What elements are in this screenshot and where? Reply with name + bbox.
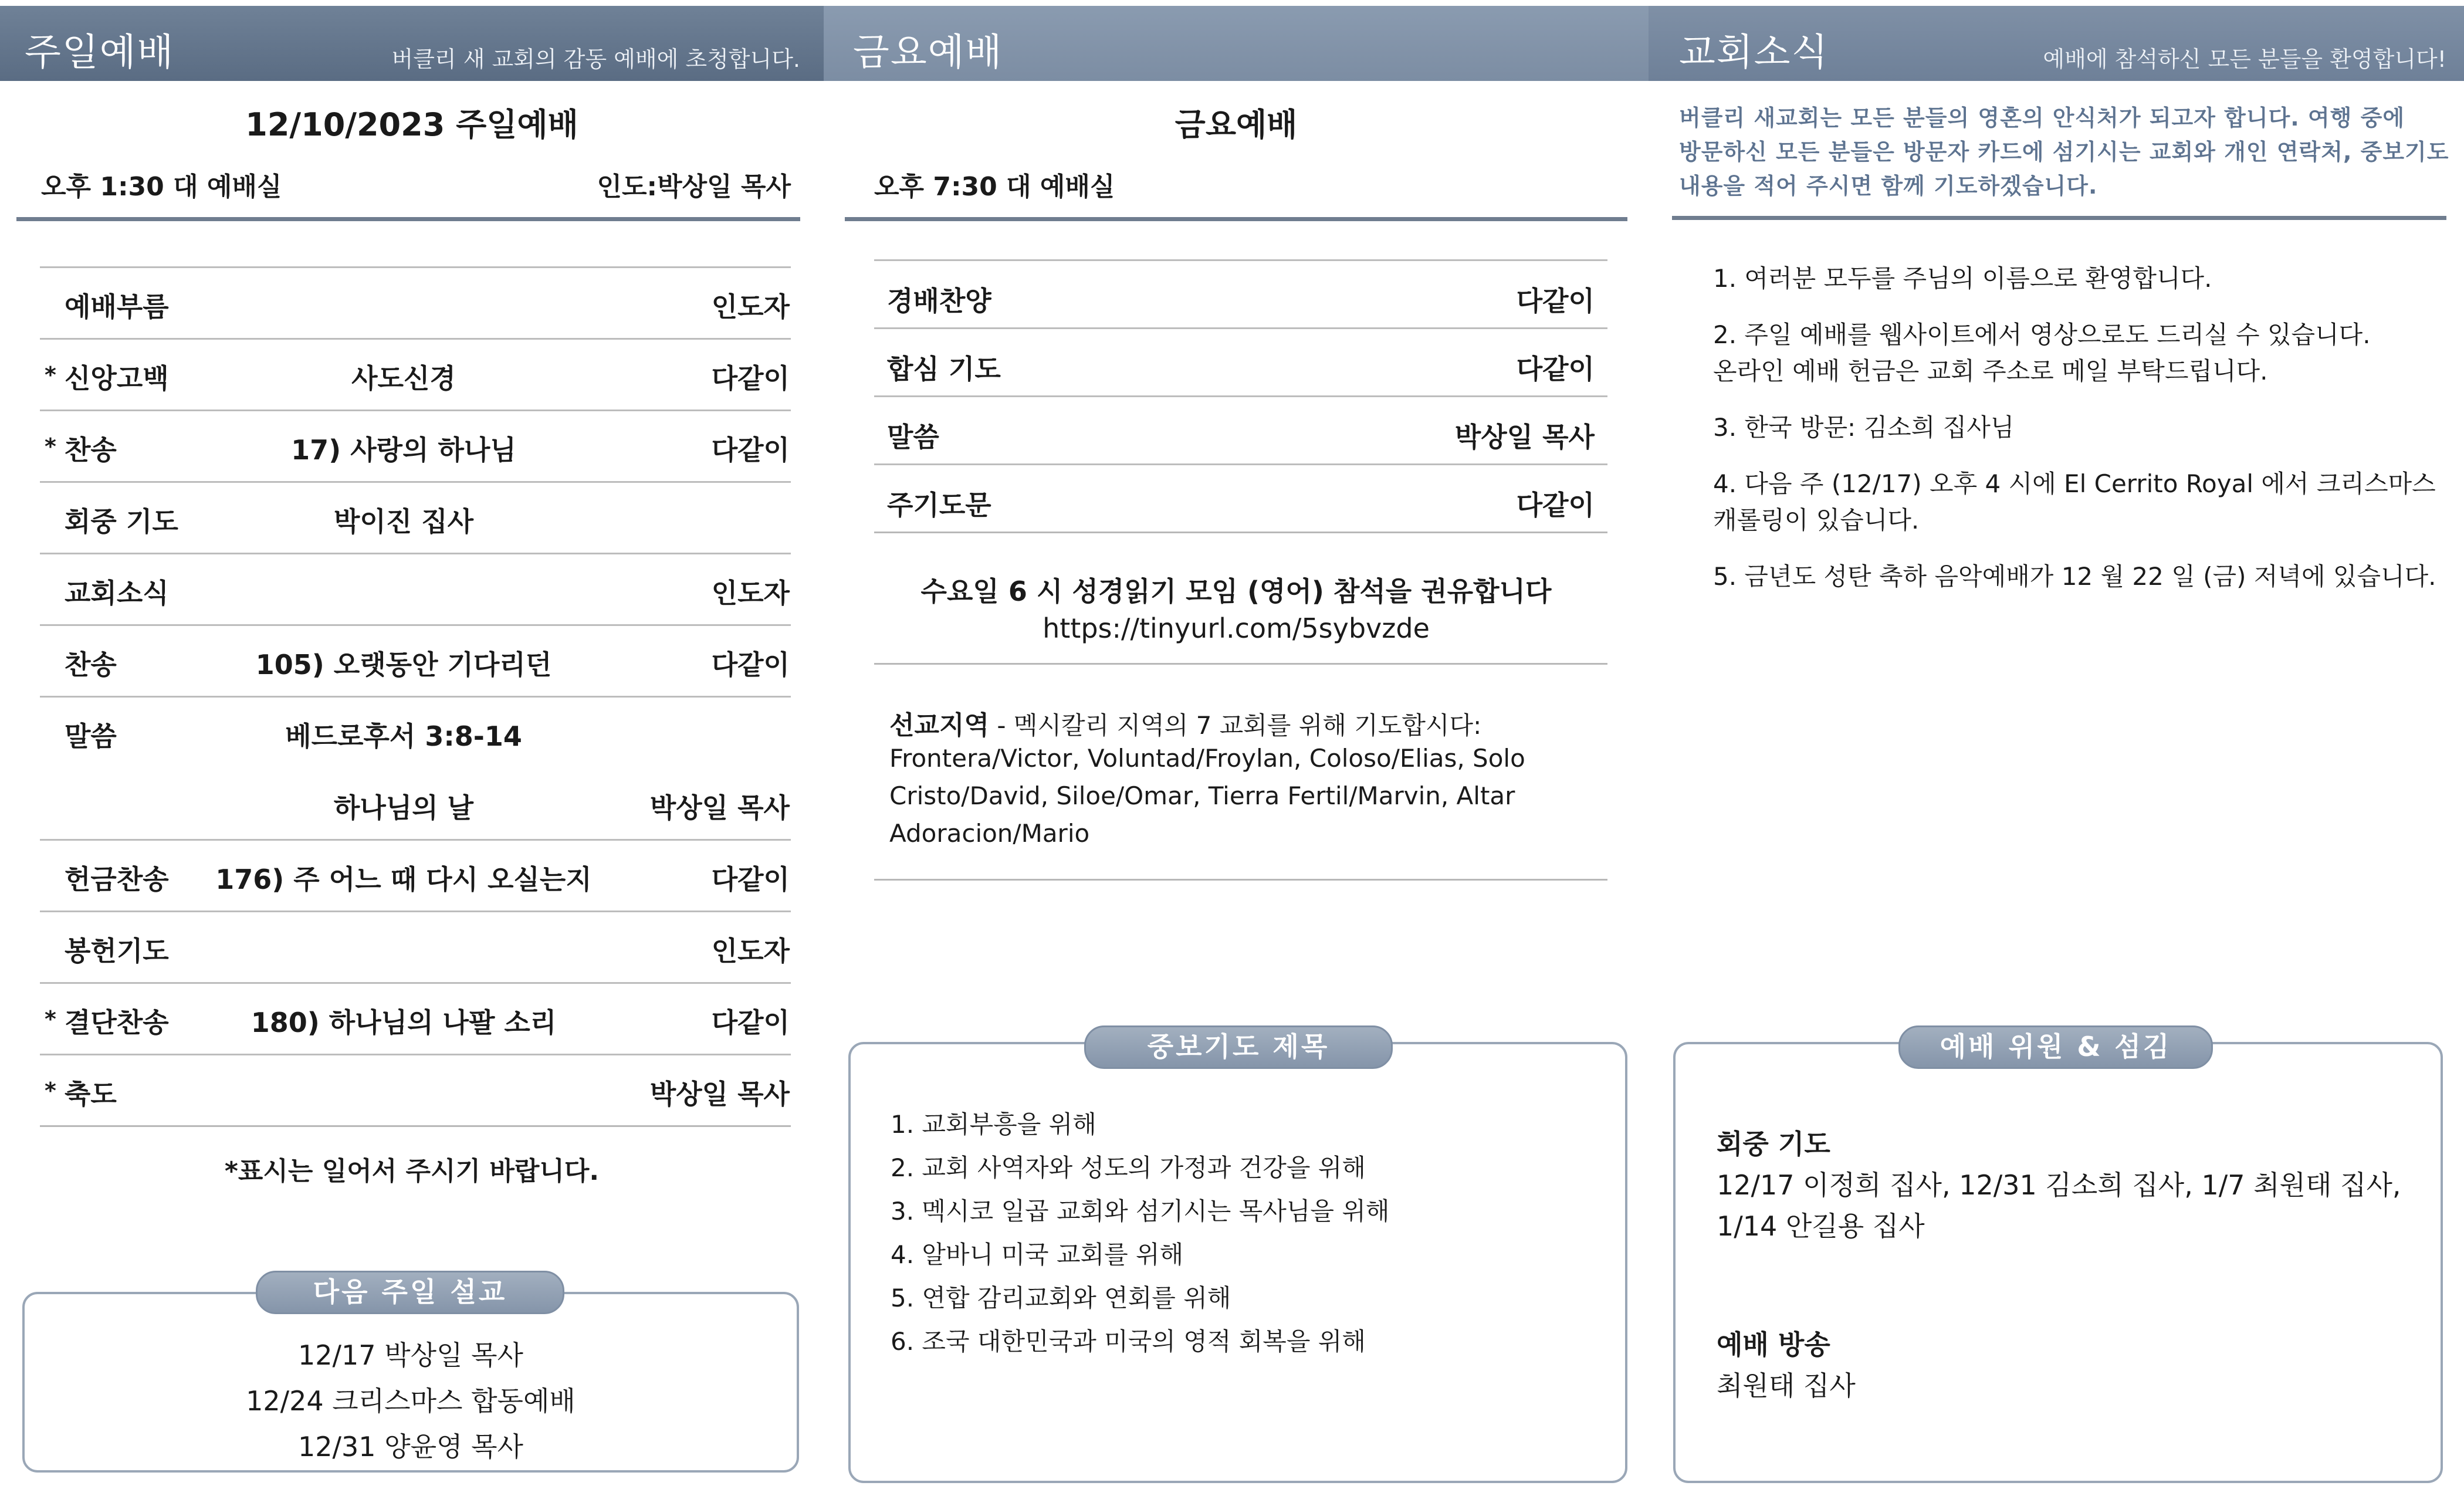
table-row [40,982,791,1055]
order-item: 헌금찬송 [65,864,169,895]
news-item: 4. 다음 주 (12/17) 오후 4 시에 El Cerrito Royal 에서 크리스마스 [1713,469,2436,498]
sunday-header-subtitle: 버클리 새 교회의 감동 예배에 초청합니다. [391,46,800,72]
news-item: 3. 한국 방문: 김소희 집사님 [1713,413,2015,442]
standing-note: *표시는 일어서 주시기 바랍니다. [224,1156,600,1186]
sunday-column [0,6,824,1496]
standing-mark: * [45,1006,56,1032]
order-item: 축도 [65,1078,117,1110]
section-rule [874,663,1607,665]
order-item: 경배찬양 [887,285,991,317]
news-header [1649,6,2464,81]
table-row [40,839,791,912]
order-leader: 인도자 [711,935,790,967]
friday-header [824,6,1649,81]
order-item: 예배부름 [65,291,169,323]
news-divider [1672,216,2446,220]
order-item: 찬송 [65,649,117,681]
table-row [40,409,791,483]
sermon-title: 하나님의 날 [333,792,474,824]
order-detail: 베드로후서 3:8-14 [285,720,522,752]
order-detail: 176) 주 어느 때 다시 오실는지 [215,864,592,895]
order-detail: 180) 하나님의 나팔 소리 [251,1007,557,1038]
order-leader: 다같이 [711,1007,790,1038]
section-rule [874,879,1607,881]
order-leader: 다같이 [711,864,790,895]
table-row [40,911,791,984]
table-row [40,696,791,841]
order-leader: 인도자 [711,577,790,609]
mission-text: - 멕시칼리 지역의 7 교회를 위해 기도합시다: [989,711,1482,740]
order-item: 신앙고백 [65,363,169,394]
staff-title: 예배 위원 & 섬김 [1898,1025,2213,1069]
next-sermon-line: 12/31 양윤영 목사 [298,1431,523,1463]
news-item: 캐롤링이 있습니다. [1713,506,1920,534]
mission-first-line [889,704,1481,742]
standing-mark: * [45,1078,56,1104]
sunday-time-place: 오후 1:30 대 예배실 [41,172,282,202]
order-leader: 다같이 [711,649,790,681]
friday-divider [845,217,1627,221]
order-leader: 박상일 목사 [649,1078,790,1110]
order-leader: 다같이 [711,363,790,394]
welcome-intro-line: 버클리 새교회는 모든 분들의 영혼의 안식처가 되고자 합니다. 여행 중에 [1679,105,2405,131]
table-row [874,327,1607,397]
mission-line: Cristo/David, Siloe/Omar, Tierra Fertil/Marvin, Altar [889,781,1515,810]
friday-header-title: 금요예배 [853,31,1003,75]
mission-label: 선교지역 [889,710,990,740]
order-item: 합심 기도 [887,353,1001,385]
prayer-item: 5. 연합 감리교회와 연회를 위해 [891,1284,1231,1312]
order-leader: 다같이 [1516,353,1595,385]
sunday-header [0,6,824,81]
sunday-leader: 인도:박상일 목사 [597,172,791,202]
prayer-title: 중보기도 제목 [1084,1025,1393,1069]
sunday-title: 12/10/2023 주일예배 [245,106,578,143]
prayer-box [848,1042,1627,1483]
table-bottom-rule [874,532,1607,533]
order-item: 말씀 [887,421,939,453]
order-item: 교회소식 [65,577,169,609]
staff-prayer-label: 회중 기도 [1717,1128,1830,1160]
friday-column [824,6,1649,1496]
news-header-subtitle: 예배에 참석하신 모든 분들을 환영합니다! [2043,46,2446,72]
order-leader: 다같이 [711,434,790,466]
table-bottom-rule [40,1125,791,1127]
sunday-divider [16,217,800,221]
news-header-title: 교회소식 [1679,31,1829,75]
order-item: 찬송 [65,434,117,466]
news-item: 온라인 예배 헌금은 교회 주소로 메일 부탁드립니다. [1713,357,2268,385]
news-item: 2. 주일 예배를 웹사이트에서 영상으로도 드리실 수 있습니다. [1713,320,2371,349]
table-row [874,395,1607,465]
next-sermon-line: 12/17 박상일 목사 [298,1339,523,1371]
order-leader: 박상일 목사 [649,792,790,824]
sunday-header-title: 주일예배 [25,31,175,75]
order-leader: 박상일 목사 [1454,421,1595,453]
order-detail: 사도신경 [351,363,456,394]
next-sermon-title: 다음 주일 설교 [256,1271,564,1314]
staff-prayer-line: 1/14 안길용 집사 [1717,1210,1925,1242]
prayer-item: 3. 멕시코 일곱 교회와 섬기시는 목사님을 위해 [891,1197,1390,1226]
table-row [40,481,791,554]
order-leader: 다같이 [1516,285,1595,317]
order-item: 봉헌기도 [65,935,169,967]
mission-line: Adoracion/Mario [889,819,1090,848]
table-row [40,1054,791,1127]
prayer-item: 6. 조국 대한민국과 미국의 영적 회복을 위해 [891,1327,1366,1356]
mission-line: Frontera/Victor, Voluntad/Froylan, Coloso/Elias, Solo [889,744,1525,773]
friday-time-place: 오후 7:30 대 예배실 [874,172,1115,202]
order-leader: 인도자 [711,291,790,323]
table-row [40,266,791,340]
table-row [40,624,791,698]
staff-box [1673,1042,2443,1483]
staff-prayer-line: 12/17 이정희 집사, 12/31 김소희 집사, 1/7 최원태 집사, [1717,1169,2401,1201]
staff-broadcast-value: 최원태 집사 [1717,1370,1856,1402]
next-sermon-line: 12/24 크리스마스 합동예배 [246,1385,576,1417]
prayer-item: 1. 교회부흥을 위해 [891,1110,1096,1139]
order-detail: 105) 오랫동안 기다리던 [255,649,552,681]
staff-broadcast-label: 예배 방송 [1717,1329,1830,1360]
order-detail: 17) 사랑의 하나님 [291,434,516,466]
order-detail: 박이진 집사 [333,506,474,537]
news-item: 5. 금년도 성탄 축하 음악예배가 12 월 22 일 (금) 저녁에 있습니다. [1713,562,2436,591]
order-item: 주기도문 [887,489,991,521]
order-item: 말씀 [65,720,117,752]
standing-mark: * [45,434,56,459]
standing-mark: * [45,362,56,388]
table-row [874,259,1607,329]
friday-title: 금요예배 [1175,106,1298,143]
prayer-item: 4. 알바니 미국 교회를 위해 [891,1240,1184,1269]
bible-study-link[interactable]: https://tinyurl.com/5sybvzde [1043,612,1430,644]
news-column [1649,6,2464,1496]
bible-study-note: 수요일 6 시 성경읽기 모임 (영어) 참석을 권유합니다 [920,576,1552,607]
order-item: 결단찬송 [65,1007,169,1038]
welcome-intro-line: 방문하신 모든 분들은 방문자 카드에 섬기시는 교회와 개인 연락처, 중보기도 [1679,139,2449,165]
news-item: 1. 여러분 모두를 주님의 이름으로 환영합니다. [1713,264,2212,293]
order-item: 회중 기도 [65,506,178,537]
table-row [40,338,791,411]
table-row [40,553,791,626]
next-sermon-box [22,1292,799,1473]
prayer-item: 2. 교회 사역자와 성도의 가정과 건강을 위해 [891,1153,1366,1182]
welcome-intro-line: 내용을 적어 주시면 함께 기도하겠습니다. [1679,173,2098,199]
table-row [874,463,1607,533]
order-leader: 다같이 [1516,489,1595,521]
